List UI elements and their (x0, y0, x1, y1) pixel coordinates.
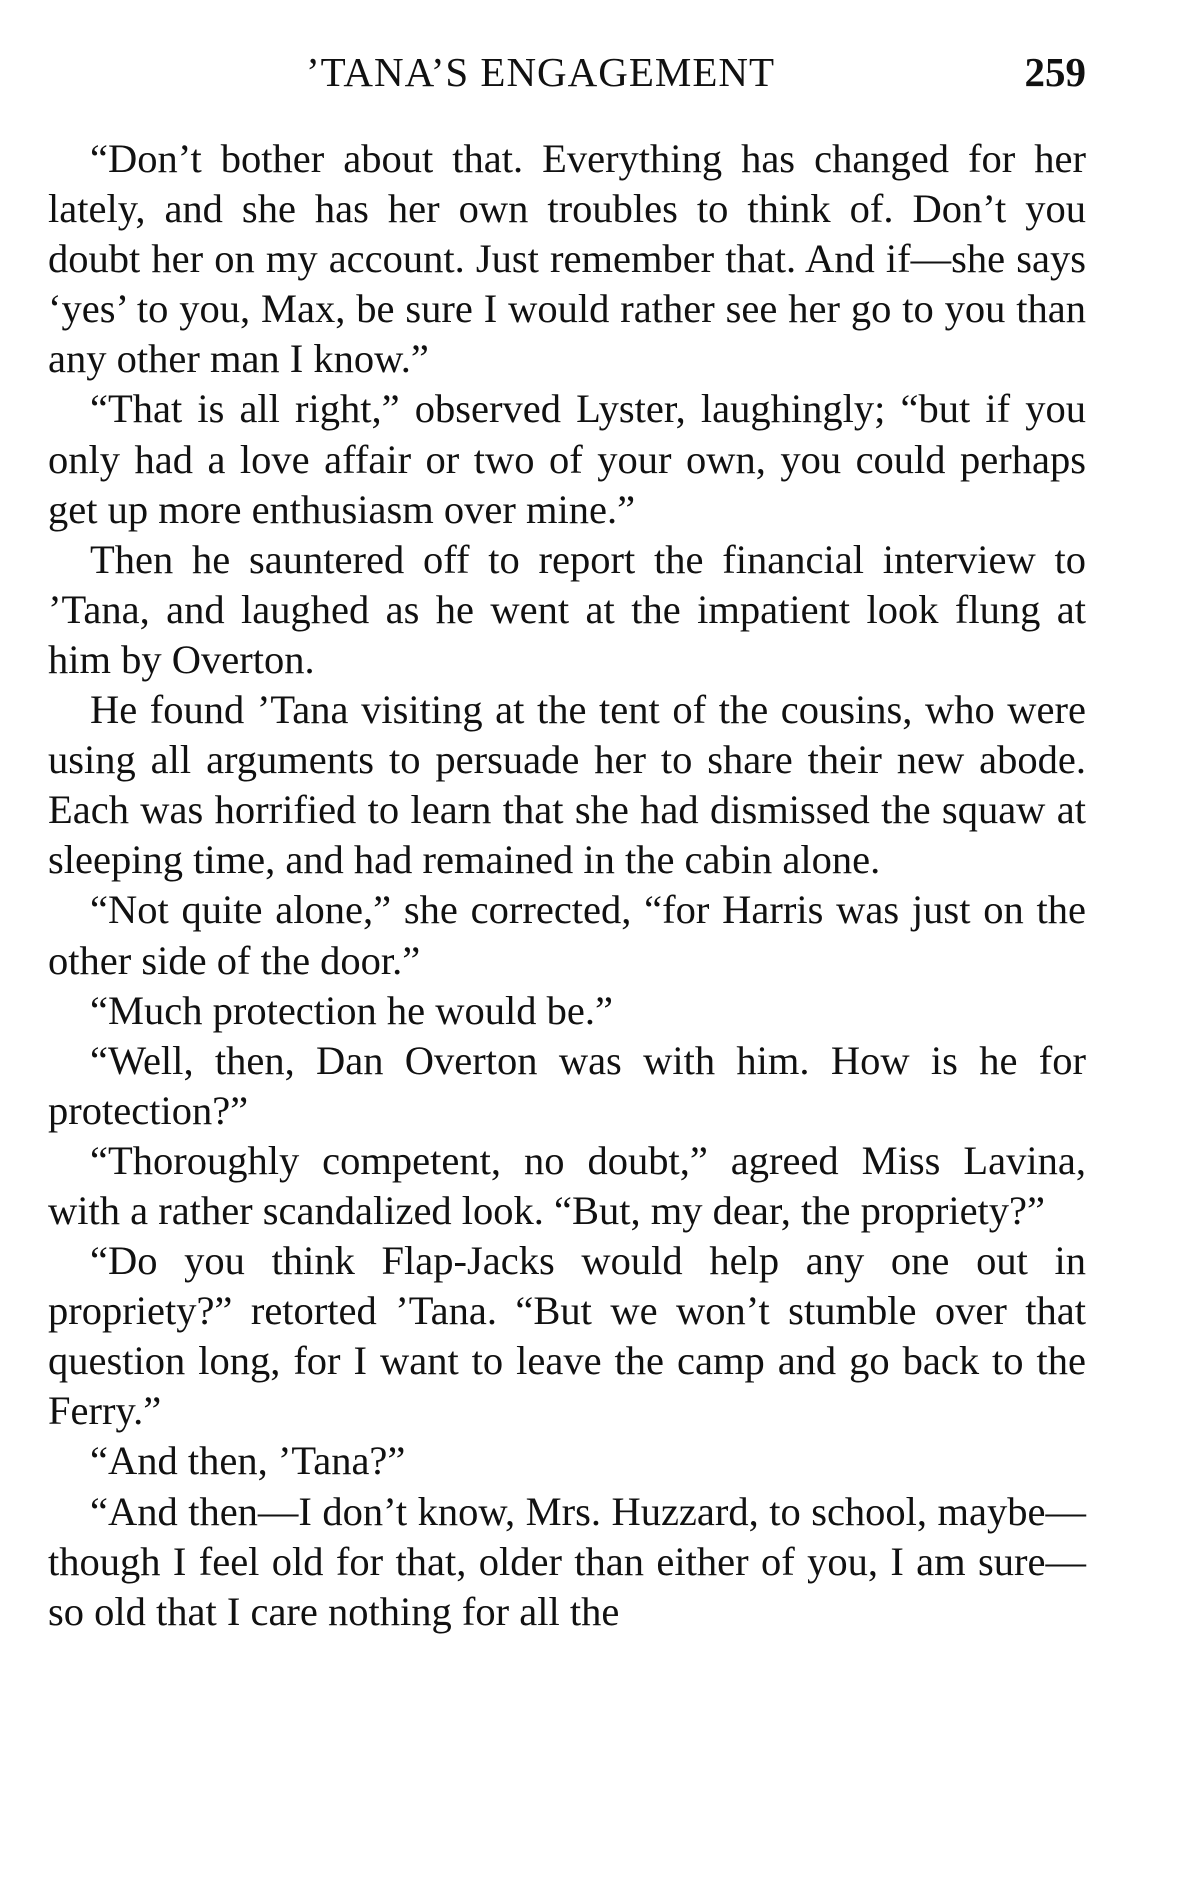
paragraph: “That is all right,” observed Lyster, laughingly; “but if you only had a love affair or two of your own, you could perhaps get up more enthusiasm over mine.” (48, 386, 1086, 532)
paragraph: “And then, ’Tana?” (90, 1438, 406, 1484)
page-header (48, 42, 1086, 102)
paragraph: “Not quite alone,” she corrected, “for Harris was just on the other side of the door.” (48, 887, 1086, 983)
paragraph: “Well, then, Dan Overton was with him. How is he for protection?” (48, 1037, 1086, 1133)
page-number: 259 (1024, 49, 1086, 95)
paragraph: He found ’Tana visiting at the tent of the cousins, who were using all arguments to persuade her to share their new abode. Each was horrified to learn that she had dismissed the squaw at sleeping time, and had remained in the cabin alone. (48, 687, 1086, 883)
body-text (48, 134, 1086, 1637)
running-title: ’TANA’S ENGAGEMENT (306, 49, 776, 95)
paragraph: “Don’t bother about that. Everything has changed for her lately, and she has her own troubles to think of. Don’t you doubt her on my account. Just remember that. And if—she says ‘yes’ to you, Max, be sure I would rather see her go to you than any other man I know.” (48, 136, 1086, 382)
paragraph: “Do you think Flap-Jacks would help any one out in propriety?” retorted ’Tana. “But we won’t stumble over that question long, for I want to leave the camp and go back to the Ferry.” (48, 1238, 1086, 1434)
paragraph: “And then—I don’t know, Mrs. Huzzard, to school, maybe—though I feel old for that, older than either of you, I am sure—so old that I care nothing for all the (48, 1488, 1086, 1634)
paragraph: “Much protection he would be.” (90, 987, 613, 1033)
paragraph: “Thoroughly competent, no doubt,” agreed Miss Lavina, with a rather scandalized look. “But, my dear, the propriety?” (48, 1137, 1086, 1233)
paragraph: Then he sauntered off to report the financial interview to ’Tana, and laughed as he went at the impatient look flung at him by Overton. (48, 536, 1086, 682)
